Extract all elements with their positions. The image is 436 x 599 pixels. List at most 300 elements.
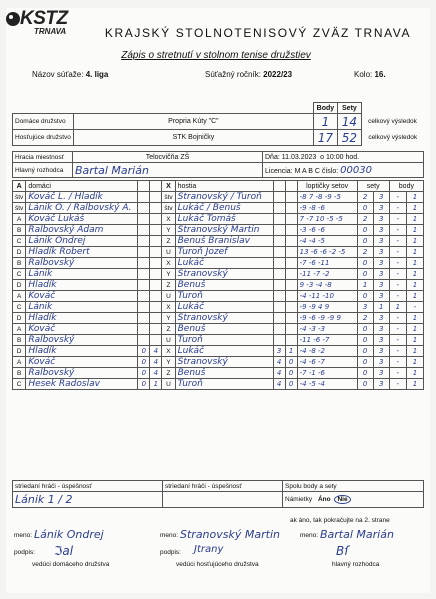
match-sets: -4 -11 -10 [297, 291, 357, 302]
match-home-points: 1 [389, 302, 406, 313]
match-home-points: - [389, 247, 406, 258]
match-sets: -4 -6 -7 [297, 357, 357, 368]
away-team-name: STK Bojničky [73, 130, 313, 146]
home-summary-b: 4 [150, 368, 162, 379]
away-summary-b: 0 [285, 379, 297, 390]
away-leader-name: Stranovský Martin [180, 528, 280, 541]
match-home-points: - [389, 192, 406, 203]
match-home-sets: 0 [357, 368, 373, 379]
home-summary-a [138, 203, 150, 214]
time-suffix: hod. [345, 153, 360, 161]
home-summary-a: 0 [138, 379, 150, 390]
venue-value: Telocvičňa ZŠ [73, 152, 263, 163]
away-summary-b [285, 302, 297, 313]
match-home-player: Lánik [26, 302, 138, 313]
away-summary-a [273, 324, 285, 335]
match-home-code: A [13, 291, 26, 302]
match-away-points: 1 [406, 335, 423, 346]
date-label: Dňa: [265, 153, 280, 161]
logo-text: KSTZ [20, 8, 68, 29]
match-home-player: Kováč [26, 324, 138, 335]
away-summary-a [273, 291, 285, 302]
match-away-code: U [162, 291, 175, 302]
away-summary-b [285, 324, 297, 335]
home-summary-b: 1 [150, 379, 162, 390]
round-value: 16. [374, 70, 386, 79]
match-sets: -4 -3 -3 [297, 324, 357, 335]
match-home-player: Lánik Ondrej [26, 236, 138, 247]
home-summary-b [150, 302, 162, 313]
match-home-player: Kováč L. / Hladík [26, 192, 138, 203]
away-summary-b [285, 258, 297, 269]
match-sets: -4 -5 -4 [297, 379, 357, 390]
venue-label: Hracia miestnosť [13, 152, 73, 163]
match-home-sets: 0 [357, 379, 373, 390]
away-summary-a [273, 192, 285, 203]
match-sets: -3 -6 -6 [297, 225, 357, 236]
sety-header: sety [357, 181, 389, 192]
match-home-sets: 0 [357, 346, 373, 357]
match-away-code: Z [162, 236, 175, 247]
competition-label: Názov súťaže: [32, 70, 84, 79]
match-away-sets: 3 [373, 269, 389, 280]
match-away-sets: 3 [373, 258, 389, 269]
match-away-player: Benuš [175, 280, 273, 291]
match-home-sets: 0 [357, 236, 373, 247]
match-row [13, 335, 424, 346]
home-summary-a [138, 192, 150, 203]
match-home-player: Hladík [26, 346, 138, 357]
match-row [13, 280, 424, 291]
protest-label: Námietky [285, 496, 313, 503]
match-away-player: Turoň [175, 335, 273, 346]
match-away-player: Turoň [175, 291, 273, 302]
match-away-points: - [406, 302, 423, 313]
home-summary-a [138, 324, 150, 335]
protest-no: Nie [334, 495, 350, 504]
match-home-sets: 2 [357, 192, 373, 203]
match-home-points: - [389, 269, 406, 280]
home-substitutes-value: Lánik 1 / 2 [13, 492, 163, 508]
home-summary-b [150, 258, 162, 269]
match-home-sets: 2 [357, 247, 373, 258]
home-summary-a [138, 236, 150, 247]
teams-table [12, 102, 424, 146]
match-home-player: Ralbovský Adam [26, 225, 138, 236]
time-prefix: o [320, 153, 325, 161]
match-away-sets: 3 [373, 214, 389, 225]
match-away-points: 1 [406, 379, 423, 390]
match-row [13, 225, 424, 236]
away-summary-a [273, 302, 285, 313]
match-home-points: - [389, 368, 406, 379]
away-summary-a: 4 [273, 368, 285, 379]
match-away-code: X [162, 258, 175, 269]
match-home-player: Ralbovský [26, 335, 138, 346]
licence-cell [263, 163, 424, 178]
match-away-points: 1 [406, 269, 423, 280]
match-away-player: Turoň Jozef [175, 247, 273, 258]
match-home-points: - [389, 346, 406, 357]
home-substitutes-label: striedaní hráči - úspešnosť [13, 481, 163, 492]
away-summary-a: 4 [273, 379, 285, 390]
match-home-points: - [389, 313, 406, 324]
away-summary-b [285, 291, 297, 302]
match-home-player: Kováč Lukáš [26, 214, 138, 225]
page-title: KRAJSKÝ STOLNOTENISOVÝ ZVÄZ TRNAVA [104, 26, 412, 40]
match-away-points: 1 [406, 291, 423, 302]
away-summary-b [285, 236, 297, 247]
match-home-sets: 0 [357, 335, 373, 346]
match-away-code: X [162, 346, 175, 357]
referee-value: Bartal Marián [73, 163, 263, 178]
match-home-sets: 0 [357, 269, 373, 280]
home-leader-sign-label: podpis: [14, 549, 35, 556]
away-leader-caption: vedúci hosťujúceho družstva [176, 561, 259, 568]
match-home-points: - [389, 324, 406, 335]
match-home-code: D [13, 313, 26, 324]
protest-yes: Áno [317, 496, 331, 503]
match-away-code: Y [162, 225, 175, 236]
match-home-points: - [389, 357, 406, 368]
away-sety: 52 [337, 130, 361, 146]
match-home-points: - [389, 236, 406, 247]
matches-table [12, 180, 424, 390]
match-row [13, 192, 424, 203]
match-home-sets: 2 [357, 214, 373, 225]
sety-column-header: Sety [337, 103, 361, 114]
match-home-code: B [13, 335, 26, 346]
match-row [13, 313, 424, 324]
match-row [13, 214, 424, 225]
match-home-player: Hladík [26, 313, 138, 324]
referee-name-label: meno: [300, 532, 319, 539]
match-away-points: 1 [406, 203, 423, 214]
home-summary-b [150, 225, 162, 236]
away-summary-a [273, 247, 285, 258]
away-summary-b [285, 335, 297, 346]
match-away-points: 1 [406, 313, 423, 324]
match-home-code: D [13, 346, 26, 357]
home-summary-b [150, 236, 162, 247]
match-home-sets: 0 [357, 225, 373, 236]
match-away-code: Y [162, 357, 175, 368]
match-row [13, 291, 424, 302]
away-summary-a [273, 214, 285, 225]
match-away-points: 1 [406, 225, 423, 236]
match-sets: -7 -6 -11 [297, 258, 357, 269]
match-away-sets: 3 [373, 335, 389, 346]
away-summary-b [285, 247, 297, 258]
match-home-code: A [13, 214, 26, 225]
away-summary-a [273, 225, 285, 236]
match-row [13, 379, 424, 390]
match-away-points: 1 [406, 357, 423, 368]
away-summary-a [273, 335, 285, 346]
referee-signature: Bſ [336, 544, 349, 558]
match-home-points: - [389, 258, 406, 269]
match-away-sets: 3 [373, 225, 389, 236]
home-summary-a [138, 335, 150, 346]
date-cell [263, 152, 424, 163]
match-away-player: Lukáč Tomáš [175, 214, 273, 225]
away-summary-a [273, 313, 285, 324]
match-away-player: Stranovský [175, 357, 273, 368]
match-away-player: Stranovský [175, 313, 273, 324]
away-summary-b: 0 [285, 357, 297, 368]
kstz-logo [6, 8, 76, 38]
match-home-code: B [13, 258, 26, 269]
home-summary-b [150, 192, 162, 203]
match-away-points: 1 [406, 258, 423, 269]
page-subtitle: Zápis o stretnutí v stolnom tenise družstiev [121, 50, 311, 61]
licence-options: M A B C [294, 167, 320, 175]
match-home-player: Lánik [26, 269, 138, 280]
match-away-player: Benuš Branislav [175, 236, 273, 247]
referee-caption: hlavný rozhodca [332, 561, 380, 568]
match-sets: -4 -4 -5 [297, 236, 357, 247]
home-summary-b [150, 269, 162, 280]
away-summary-b [285, 203, 297, 214]
sets-header: loptičky setov [297, 181, 357, 192]
match-home-code: C [13, 236, 26, 247]
home-team-label: Domáce družstvo [13, 114, 74, 130]
match-home-sets: 2 [357, 313, 373, 324]
home-summary-a [138, 291, 150, 302]
match-row [13, 247, 424, 258]
away-summary-a: 4 [273, 357, 285, 368]
home-body: 1 [313, 114, 337, 130]
match-home-player: Ralbovský [26, 258, 138, 269]
home-column-header: domáci [26, 181, 138, 192]
home-summary-b [150, 324, 162, 335]
away-summary-a [273, 269, 285, 280]
match-home-sets: 3 [357, 302, 373, 313]
match-row [13, 269, 424, 280]
ping-pong-ball-icon [6, 12, 20, 26]
away-leader-sign-label: podpis: [160, 549, 181, 556]
away-leader-signature: Jtrany [194, 544, 224, 555]
match-home-points: - [389, 225, 406, 236]
match-home-player: Hladík Robert [26, 247, 138, 258]
match-away-code: X [162, 214, 175, 225]
away-column-header: hostia [175, 181, 273, 192]
home-summary-b [150, 335, 162, 346]
away-team-label: Hosťujúce družstvo [13, 130, 74, 146]
match-away-sets: 3 [373, 379, 389, 390]
away-summary-b: 0 [285, 368, 297, 379]
match-rows [13, 192, 424, 390]
match-home-points: - [389, 335, 406, 346]
match-away-code: U [162, 335, 175, 346]
away-summary-b [285, 225, 297, 236]
protest-note: ak áno, tak pokračujte na 2. strane [290, 517, 390, 524]
match-sets: 9 -3 -4 -8 [297, 280, 357, 291]
home-summary-b [150, 203, 162, 214]
match-away-points: 1 [406, 192, 423, 203]
home-summary-a [138, 269, 150, 280]
match-away-code: Z [162, 280, 175, 291]
match-sets: -9 -8 -6 [297, 203, 357, 214]
match-home-sets: 0 [357, 291, 373, 302]
season-field [205, 70, 292, 79]
match-away-sets: 3 [373, 236, 389, 247]
substitutes-table [12, 480, 424, 508]
venue-table [12, 151, 424, 178]
away-summary-b [285, 313, 297, 324]
match-home-sets: 0 [357, 324, 373, 335]
away-summary-a [273, 258, 285, 269]
match-away-player: Stranovský [175, 269, 273, 280]
home-summary-b: 4 [150, 357, 162, 368]
match-home-points: - [389, 214, 406, 225]
away-summary-a: 3 [273, 346, 285, 357]
home-summary-a: 0 [138, 357, 150, 368]
match-away-sets: 3 [373, 203, 389, 214]
home-summary-a [138, 214, 150, 225]
home-team-name: Propria Kúty "C" [73, 114, 313, 130]
match-home-sets: 0 [357, 357, 373, 368]
match-away-sets: 3 [373, 368, 389, 379]
match-away-code: Z [162, 324, 175, 335]
match-away-code: Y [162, 313, 175, 324]
match-home-sets: 0 [357, 258, 373, 269]
match-away-code: štv [162, 203, 175, 214]
match-away-points: 1 [406, 236, 423, 247]
match-away-player: Lukáč [175, 302, 273, 313]
match-home-code: štv [13, 203, 26, 214]
match-home-code: D [13, 280, 26, 291]
match-sets: -11 -7 -2 [297, 269, 357, 280]
home-summary-a [138, 258, 150, 269]
home-summary-b [150, 280, 162, 291]
match-away-points: 1 [406, 247, 423, 258]
points-header: body [389, 181, 423, 192]
match-home-code: C [13, 302, 26, 313]
match-home-player: Kováč [26, 357, 138, 368]
away-summary-a [273, 280, 285, 291]
away-summary-b [285, 269, 297, 280]
home-leader-caption: vedúci domáceho družstva [32, 561, 110, 568]
match-home-points: - [389, 280, 406, 291]
home-sety: 14 [337, 114, 361, 130]
match-away-player: Lukáč [175, 346, 273, 357]
match-away-sets: 3 [373, 324, 389, 335]
licence-label: Licencia: [265, 167, 293, 175]
away-code-header: X [162, 181, 175, 192]
away-summary-b [285, 280, 297, 291]
home-summary-a [138, 225, 150, 236]
match-home-player: Hesek Radoslav [26, 379, 138, 390]
match-away-points: 1 [406, 324, 423, 335]
match-away-code: Y [162, 269, 175, 280]
match-home-player: Hladík [26, 280, 138, 291]
home-summary-b [150, 214, 162, 225]
match-home-code: A [13, 324, 26, 335]
match-sets: 7 -7 10 -5 -5 [297, 214, 357, 225]
total-result-label-2: celkový výsledok [368, 134, 418, 141]
referee-name: Bartal Marián [320, 528, 394, 541]
match-home-sets: 1 [357, 280, 373, 291]
match-away-points: 1 [406, 280, 423, 291]
competition-field [32, 70, 108, 79]
match-home-sets: 0 [357, 203, 373, 214]
match-row [13, 236, 424, 247]
away-summary-a [273, 203, 285, 214]
match-home-code: B [13, 368, 26, 379]
home-summary-b [150, 247, 162, 258]
licence-number: 00030 [340, 164, 372, 176]
match-home-code: A [13, 357, 26, 368]
away-body: 17 [313, 130, 337, 146]
match-away-player: Lukáč / Benuš [175, 203, 273, 214]
match-away-points: 1 [406, 368, 423, 379]
away-summary-a [273, 236, 285, 247]
away-leader-name-label: meno: [160, 532, 179, 539]
match-sets: -7 -1 -6 [297, 368, 357, 379]
match-away-player: Stranovský / Turoň [175, 192, 273, 203]
home-leader-signature: ℑal [54, 544, 74, 558]
round-label: Kolo: [354, 70, 373, 79]
match-away-points: 1 [406, 346, 423, 357]
home-leader-name-label: meno: [14, 532, 33, 539]
competition-value: 4. liga [85, 70, 109, 79]
match-away-sets: 3 [373, 346, 389, 357]
match-away-player: Benuš [175, 324, 273, 335]
match-home-player: Kováč [26, 291, 138, 302]
away-summary-b [285, 214, 297, 225]
total-score-label: Spolu body a sety [283, 481, 424, 492]
match-away-sets: 3 [373, 280, 389, 291]
match-sets: -8 7 -8 -9 -5 [297, 192, 357, 203]
match-home-code: B [13, 225, 26, 236]
match-row [13, 357, 424, 368]
match-away-code: U [162, 247, 175, 258]
match-row [13, 346, 424, 357]
match-row [13, 258, 424, 269]
match-row [13, 324, 424, 335]
home-summary-b: 4 [150, 346, 162, 357]
home-summary-a: 0 [138, 368, 150, 379]
away-summary-b: 1 [285, 346, 297, 357]
referee-label: Hlavný rozhodca [13, 163, 73, 178]
match-away-player: Stranovský Martin [175, 225, 273, 236]
home-summary-a [138, 313, 150, 324]
match-away-sets: 3 [373, 192, 389, 203]
body-column-header: Body [313, 103, 337, 114]
match-sets: -11 -6 -7 [297, 335, 357, 346]
match-away-code: U [162, 379, 175, 390]
date-value: 11.03.2023 [281, 153, 317, 161]
round-field [354, 70, 386, 79]
match-sets: -9 -6 -9 -9 9 [297, 313, 357, 324]
match-sets: 13 -6 -6 -2 -5 [297, 247, 357, 258]
match-home-code: štv [13, 192, 26, 203]
season-label: Súťažný ročník: [205, 70, 261, 79]
home-summary-a [138, 247, 150, 258]
match-row [13, 203, 424, 214]
match-away-sets: 3 [373, 291, 389, 302]
away-summary-b [285, 192, 297, 203]
match-away-points: 1 [406, 214, 423, 225]
match-away-player: Benuš [175, 368, 273, 379]
home-summary-a: 0 [138, 346, 150, 357]
home-leader-name: Lánik Ondrej [34, 528, 104, 541]
season-value: 2022/23 [263, 70, 293, 79]
match-away-player: Lukáč [175, 258, 273, 269]
match-sets: -4 -8 -2 [297, 346, 357, 357]
match-away-code: X [162, 302, 175, 313]
